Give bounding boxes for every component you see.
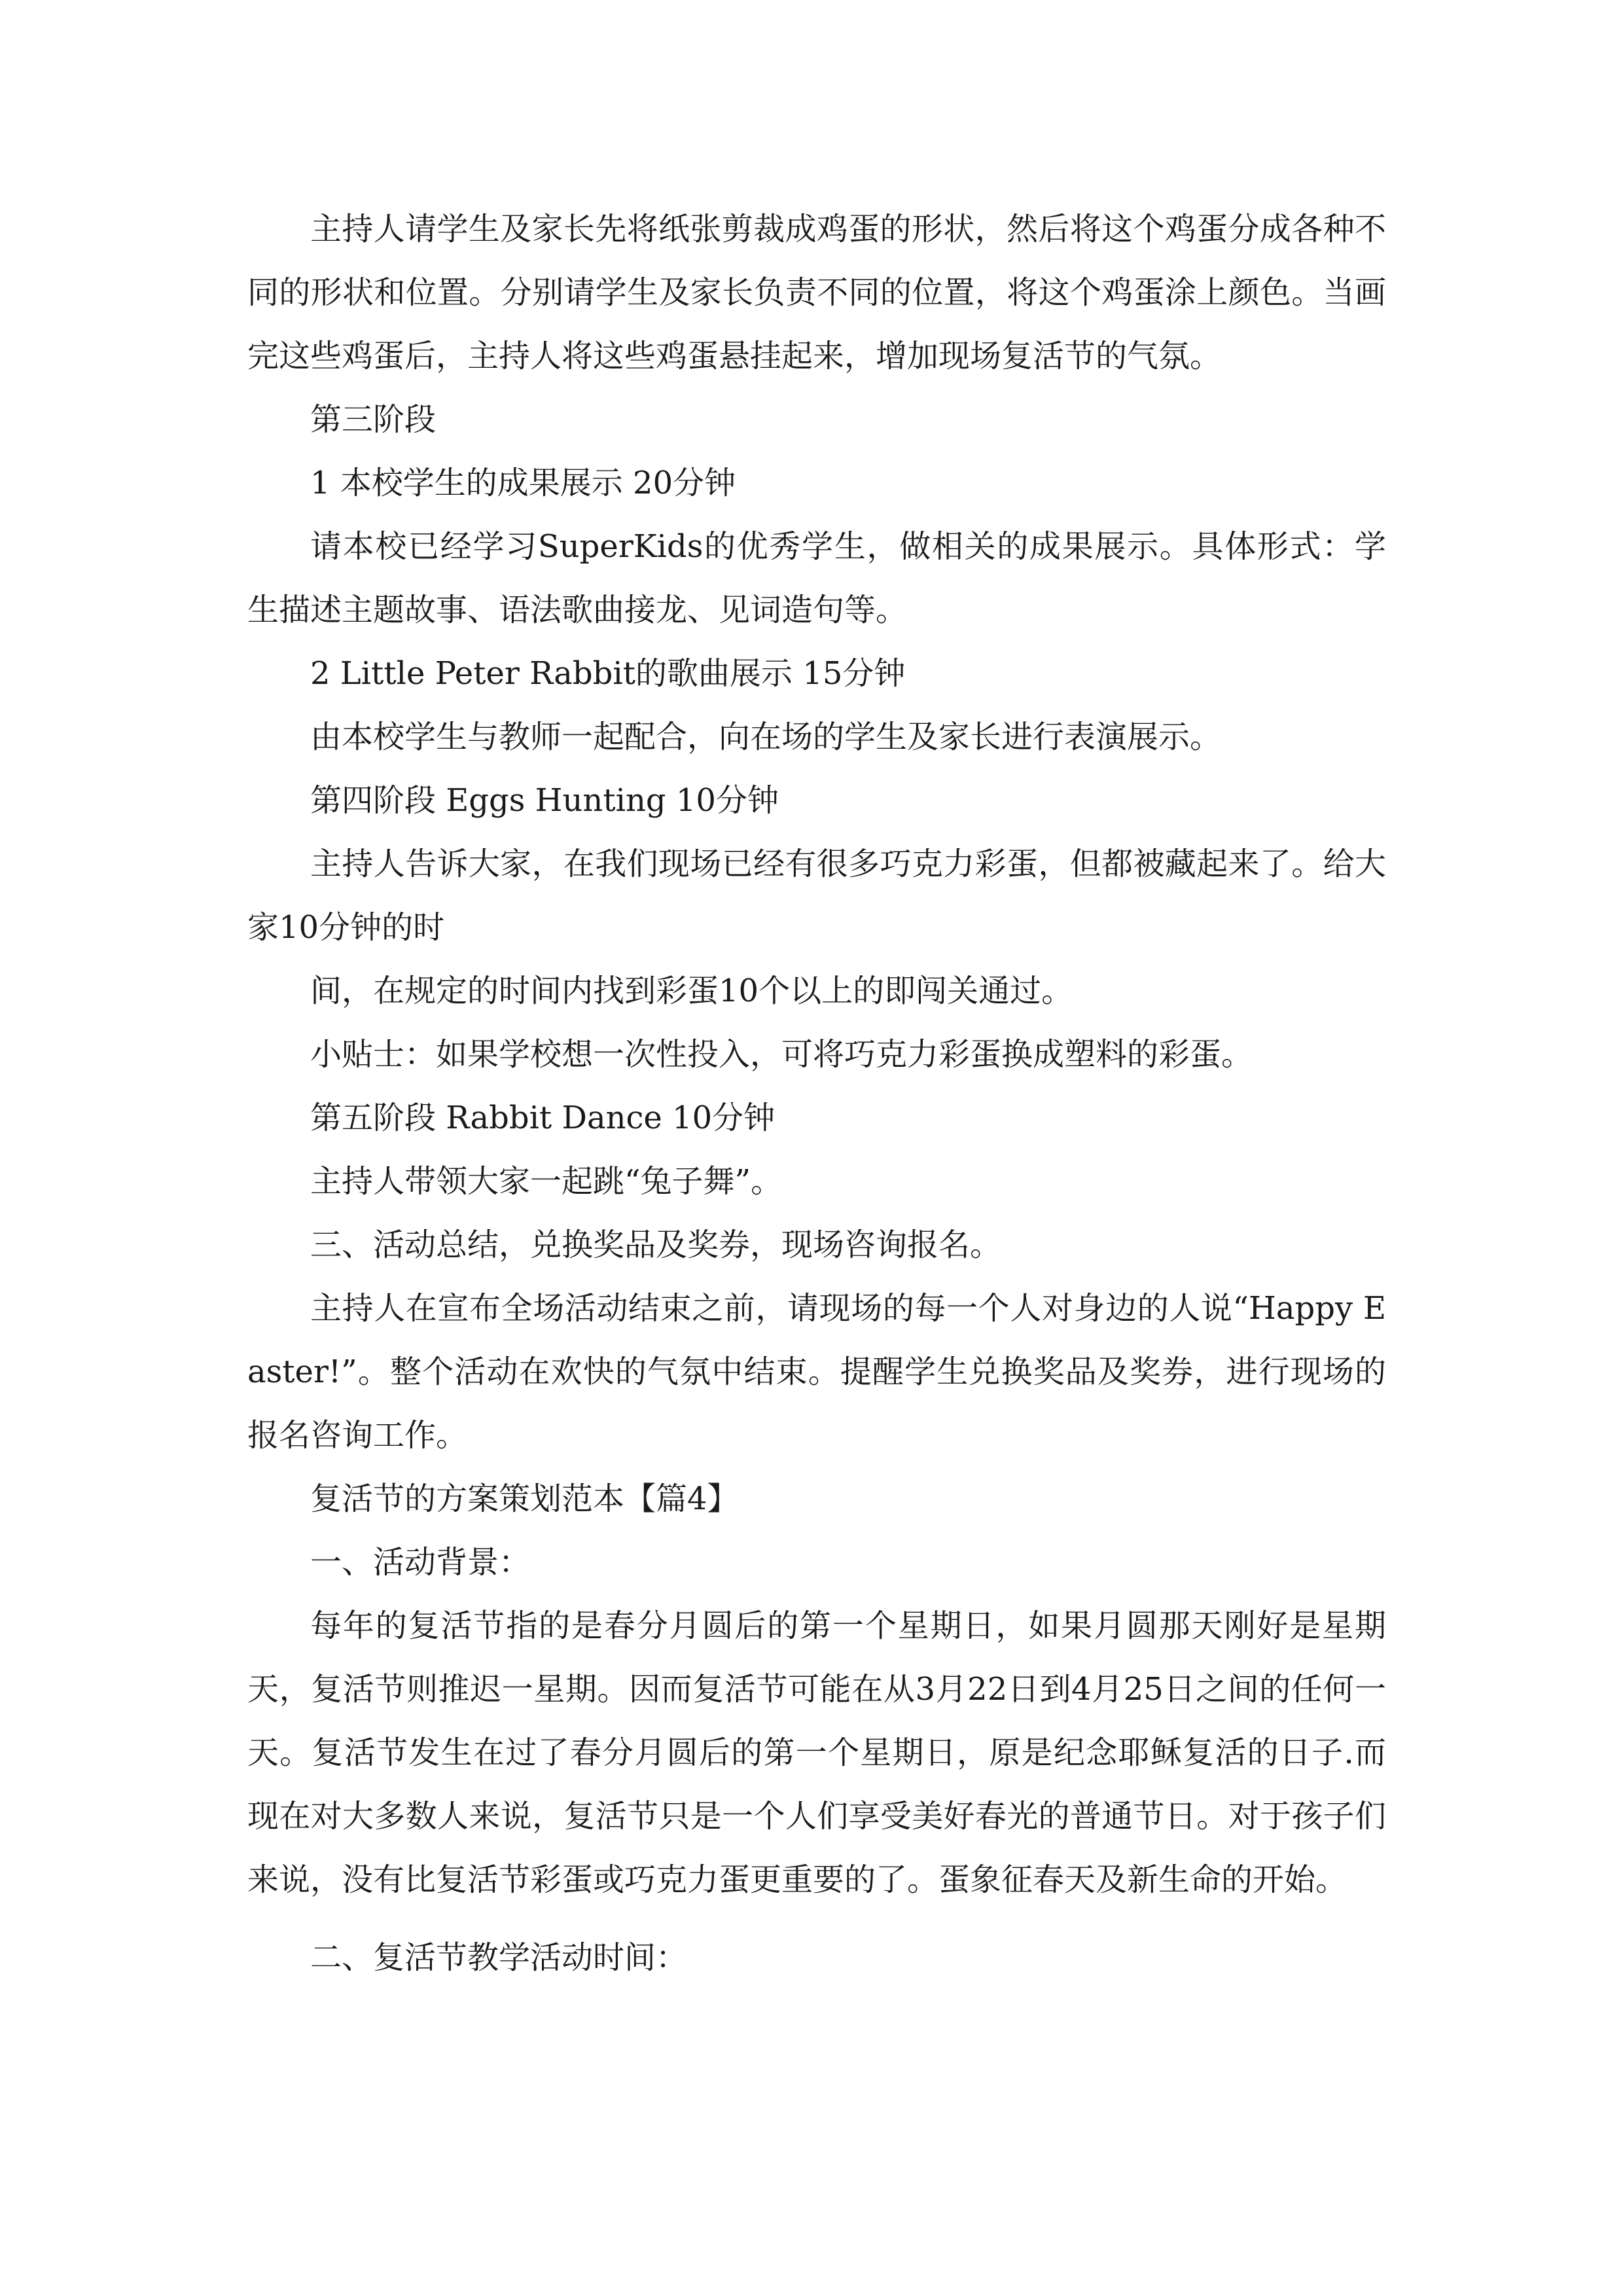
heading-stage-four: 第四阶段 Eggs Hunting 10分钟 [310,782,779,819]
heading-stage-three: 第三阶段 [310,401,437,438]
heading-background: 一、活动背景： [310,1544,531,1581]
paragraph-egg-coloring: 主持人请学生及家长先将纸张剪裁成鸡蛋的形状，然后将这个鸡蛋分成各种不同的形状和位置。分别请学生及家长负责不同的位置，将这个鸡蛋涂上颜色。当画完这些鸡蛋后，主持人将这些鸡蛋悬挂起来，增加现场复活节的气氛。 [247,211,1386,374]
item-song-showcase: 2 Little Peter Rabbit的歌曲展示 15分钟 [310,655,906,692]
paragraph-rabbit-dance: 主持人带领大家一起跳“兔子舞”。 [310,1163,783,1200]
paragraph-background: 每年的复活节指的是春分月圆后的第一个星期日，如果月圆那天刚好是星期天，复活节则推迟一星期。因而复活节可能在从3月22日到4月25日之间的任何一天。复活节发生在过了春分月圆后的第一个星期日，原是纪念耶稣复活的日子.而现在对大多数人来说，复活节只是一个人们享受美好春光的普通节日。对于孩子们来说，没有比复活节彩蛋或巧克力蛋更重要的了。蛋象征春天及新生命的开始。 [247,1607,1386,1898]
paragraph-song-detail: 由本校学生与教师一起配合，向在场的学生及家长进行表演展示。 [310,719,1222,755]
paragraph-showcase-detail: 请本校已经学习SuperKids的优秀学生，做相关的成果展示。具体形式：学生描述主题故事、语法歌曲接龙、见词造句等。 [247,528,1386,628]
heading-activity-time: 二、复活节教学活动时间： [310,1939,688,1976]
paragraph-egg-hunt: 主持人告诉大家，在我们现场已经有很多巧克力彩蛋，但都被藏起来了。给大家10分钟的时 [247,846,1386,946]
paragraph-egg-hunt-rule: 间，在规定的时间内找到彩蛋10个以上的即闯关通过。 [310,973,1073,1009]
heading-plan-four: 复活节的方案策划范本【篇4】 [310,1480,739,1517]
item-student-showcase: 1 本校学生的成果展示 20分钟 [310,465,736,501]
document-body [247,198,1386,1990]
heading-activity-summary: 三、活动总结，兑换奖品及奖券，现场咨询报名。 [310,1227,1002,1263]
paragraph-tip: 小贴士：如果学校想一次性投入，可将巧克力彩蛋换成塑料的彩蛋。 [310,1036,1253,1073]
paragraph-summary-detail: 主持人在宣布全场活动结束之前，请现场的每一个人对身边的人说“Happy Easter!”。整个活动在欢快的气氛中结束。提醒学生兑换奖品及奖券，进行现场的报名咨询工作。 [247,1290,1386,1454]
heading-stage-five: 第五阶段 Rabbit Dance 10分钟 [310,1100,776,1136]
